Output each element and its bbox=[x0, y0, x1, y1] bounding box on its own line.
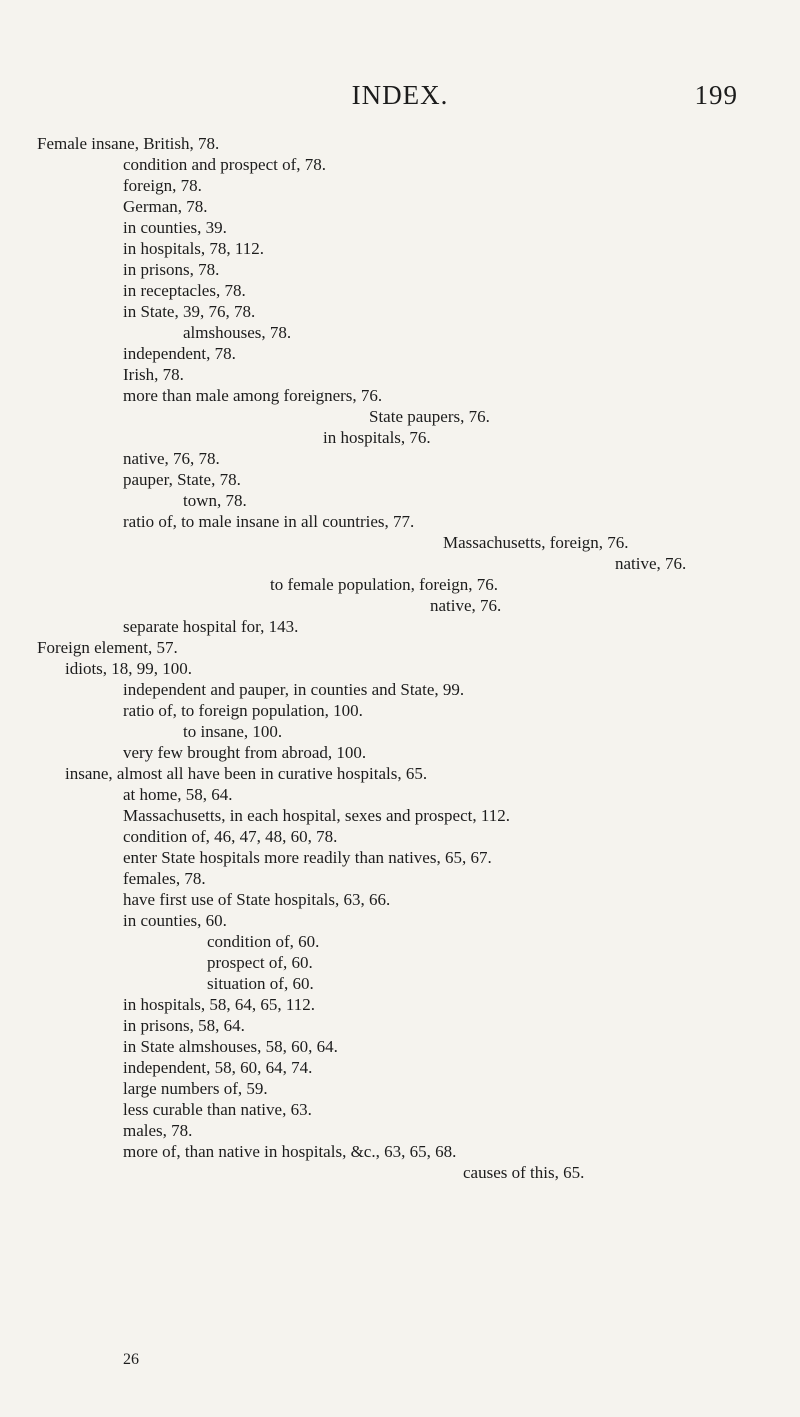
index-entry: large numbers of, 59. bbox=[123, 1079, 268, 1098]
index-entry: native, 76. bbox=[615, 554, 687, 573]
index-entry: separate hospital for, 143. bbox=[123, 617, 299, 636]
index-entry: in counties, 39. bbox=[123, 218, 227, 237]
index-entry: condition and prospect of, 78. bbox=[123, 155, 327, 174]
index-entry: idiots, 18, 99, 100. bbox=[65, 659, 193, 678]
index-entry: to insane, 100. bbox=[183, 722, 283, 741]
index-entry: prospect of, 60. bbox=[207, 953, 313, 972]
index-entry: almshouses, 78. bbox=[183, 323, 292, 342]
index-entry: causes of this, 65. bbox=[463, 1163, 585, 1182]
index-entry: Massachusetts, foreign, 76. bbox=[443, 533, 629, 552]
index-entry: ratio of, to male insane in all countries, 77. bbox=[123, 512, 415, 531]
index-entry: females, 78. bbox=[123, 869, 206, 888]
index-entry: very few brought from abroad, 100. bbox=[123, 743, 367, 762]
index-entry: more than male among foreigners, 76. bbox=[123, 386, 383, 405]
index-entry: Foreign element, 57. bbox=[37, 638, 178, 657]
index-entry: German, 78. bbox=[123, 197, 208, 216]
index-entry: have first use of State hospitals, 63, 66. bbox=[123, 890, 391, 909]
index-entry: foreign, 78. bbox=[123, 176, 202, 195]
index-entry: in State almshouses, 58, 60, 64. bbox=[123, 1037, 338, 1056]
index-entry: in hospitals, 58, 64, 65, 112. bbox=[123, 995, 316, 1014]
index-entry: in prisons, 78. bbox=[123, 260, 220, 279]
signature-mark: 26 bbox=[123, 1351, 139, 1368]
index-entry: condition of, 60. bbox=[207, 932, 320, 951]
index-entry: State paupers, 76. bbox=[369, 407, 490, 426]
index-entry: Irish, 78. bbox=[123, 365, 184, 384]
index-entry: more of, than native in hospitals, &c., 63, 65, 68. bbox=[123, 1142, 457, 1161]
page-title: INDEX. bbox=[351, 80, 449, 110]
index-entry: independent, 58, 60, 64, 74. bbox=[123, 1058, 313, 1077]
index-entry: males, 78. bbox=[123, 1121, 193, 1140]
index-entry: town, 78. bbox=[183, 491, 247, 510]
index-entry: native, 76, 78. bbox=[123, 449, 220, 468]
index-entry: native, 76. bbox=[430, 596, 502, 615]
index-entry: Female insane, British, 78. bbox=[37, 134, 220, 153]
index-entry: ratio of, to foreign population, 100. bbox=[123, 701, 363, 720]
index-entry: in hospitals, 78, 112. bbox=[123, 239, 265, 258]
index-entry: situation of, 60. bbox=[207, 974, 314, 993]
index-entry: to female population, foreign, 76. bbox=[270, 575, 499, 594]
index-entry: insane, almost all have been in curative hospitals, 65. bbox=[65, 764, 428, 783]
index-entry: less curable than native, 63. bbox=[123, 1100, 312, 1119]
index-entry: pauper, State, 78. bbox=[123, 470, 241, 489]
index-entry: in counties, 60. bbox=[123, 911, 227, 930]
index-entry: in receptacles, 78. bbox=[123, 281, 246, 300]
index-entry: in hospitals, 76. bbox=[323, 428, 431, 447]
page-number: 199 bbox=[694, 80, 738, 110]
index-entry: enter State hospitals more readily than natives, 65, 67. bbox=[123, 848, 492, 867]
index-entry: at home, 58, 64. bbox=[123, 785, 233, 804]
index-entry: condition of, 46, 47, 48, 60, 78. bbox=[123, 827, 338, 846]
index-entry: Massachusetts, in each hospital, sexes and prospect, 112. bbox=[123, 806, 510, 825]
index-entry: independent and pauper, in counties and State, 99. bbox=[123, 680, 465, 699]
index-entry: in prisons, 58, 64. bbox=[123, 1016, 245, 1035]
index-entry: independent, 78. bbox=[123, 344, 236, 363]
index-entry: in State, 39, 76, 78. bbox=[123, 302, 256, 321]
